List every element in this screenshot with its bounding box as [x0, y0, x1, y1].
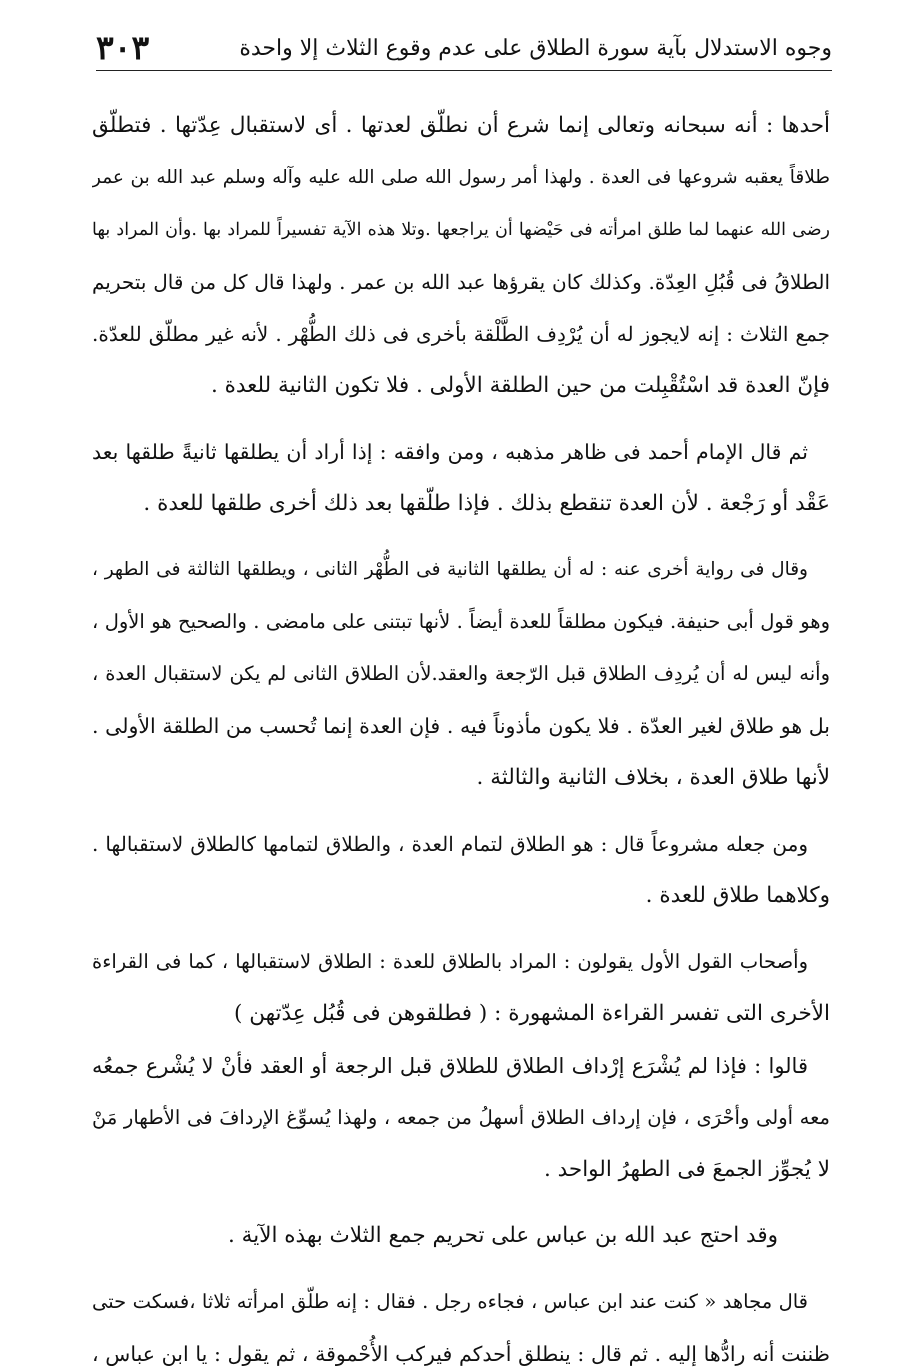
paragraph-2	[92, 426, 830, 530]
page-header	[96, 26, 832, 71]
text-line: لا يُجوِّز الجمعَ فى الطهرُ الواحد .	[543, 1157, 830, 1182]
text-line: عَقْد أو رَجْعة . لأن العدة تنقطع بذلك . فإذا طلّقها بعد ذلك أخرى طلقها للعدة .	[143, 491, 830, 516]
running-title: وجوه الاستدلال بآية سورة الطلاق على عدم وقوع الثلاث إلا واحدة	[239, 36, 832, 61]
paragraph-8	[92, 1276, 830, 1368]
text-line: وأصحاب القول الأول يقولون : المراد بالطلاق للعدة : الطلاق لاستقبالها ، كما فى القراءة	[92, 950, 808, 973]
paragraph-1	[92, 100, 830, 412]
text-line: ثم قال الإمام أحمد فى ظاهر مذهبه ، ومن وافقه : إذا أراد أن يطلقها ثانيةً طلقها بعد	[92, 440, 808, 464]
text-line: رضى الله عنهما لما طلق امرأته فى حَيْضها أن يراجعها .وتلا هذه الآية تفسيراً للمراد بها .وأن المراد بها	[92, 220, 830, 240]
paragraph-5	[92, 936, 830, 1040]
text-line: قالوا : فإذا لم يُشْرَع إرْداف الطلاق للطلاق قبل الرجعة أو العقد فأنْ لا يُشْرع جمعُه	[92, 1054, 808, 1078]
text-line: لأنها طلاق العدة ، بخلاف الثانية والثالثة .	[476, 765, 830, 790]
text-line: ظننت أنه رادُّها إليه . ثم قال : ينطلق أحدكم فيركب الأُحْموقة ، ثم يقول : يا ابن عباس ،	[92, 1342, 830, 1366]
text-line: ومن جعله مشروعاً قال : هو الطلاق لتمام العدة ، والطلاق لتمامها كالطلاق لاستقبالها .	[92, 832, 808, 856]
page-body	[92, 100, 830, 1368]
paragraph-3	[92, 544, 830, 804]
text-line: أحدها : أنه سبحانه وتعالى إنما شرع أن نطلّق لعدتها . أى لاستقبال عِدّتها . فتطلّق	[92, 113, 830, 138]
text-line: بل هو طلاق لغير العدّة . فلا يكون مأذوناً فيه . فإن العدة إنما تُحسب من الطلقة الأولى .	[92, 714, 830, 738]
text-line: وقد احتج عبد الله بن عباس على تحريم جمع الثلاث بهذه الآية .	[228, 1223, 778, 1248]
text-line: وهو قول أبى حنيفة. فيكون مطلقاً للعدة أيضاً . لأنها تبتنى على مامضى . والصحيح هو الأول ،	[92, 610, 830, 633]
text-line: وأنه ليس له أن يُردِف الطلاق قبل الرّجعة والعقد.لأن الطلاق الثانى لم يكن لاستقبال العدة ،	[92, 662, 830, 685]
paragraph-4	[92, 818, 830, 922]
paragraph-7	[92, 1210, 830, 1262]
text-line: وقال فى رواية أخرى عنه : له أن يطلقها الثانية فى الطُّهْر الثانى ، ويطلقها الثالثة فى الطهر ،	[92, 559, 808, 580]
page-number: ٣٠٣	[96, 28, 150, 67]
text-line: الأخرى التى تفسر القراءة المشهورة : ( فطلقوهن فى قُبُل عِدّتهن )	[234, 1001, 830, 1026]
text-line: جمع الثلاث : إنه لايجوز له أن يُرْدِف الطَّلْقة بأخرى فى ذلك الطُّهْر . لأنه غير مطلّق للعدّة.	[92, 322, 830, 346]
paragraph-6	[92, 1040, 830, 1196]
text-line: طلاقاً يعقبه شروعها فى العدة . ولهذا أمر رسول الله صلى الله عليه وآله وسلم عبد الله بن عمر	[92, 167, 830, 188]
text-line: فإنّ العدة قد اسْتُقْبِلت من حين الطلقة الأولى . فلا تكون الثانية للعدة .	[210, 373, 830, 398]
text-line: وكلاهما طلاق للعدة .	[645, 883, 830, 908]
text-line: معه أولى وأحْرَى ، فإن إرداف الطلاق أسهلُ من جمعه ، ولهذا يُسوِّغ الإردافَ فى الأطهار مَنْ	[92, 1106, 830, 1129]
text-line: الطلاقُ فى قُبُلِ العِدّة. وكذلك كان يقرؤها عبد الله بن عمر . ولهذا قال كل من قال بتحريم	[92, 270, 830, 294]
text-line: قال مجاهد « كنت عند ابن عباس ، فجاءه رجل . فقال : إنه طلّق امرأته ثلاثا ،فسكت حتى	[92, 1290, 808, 1313]
